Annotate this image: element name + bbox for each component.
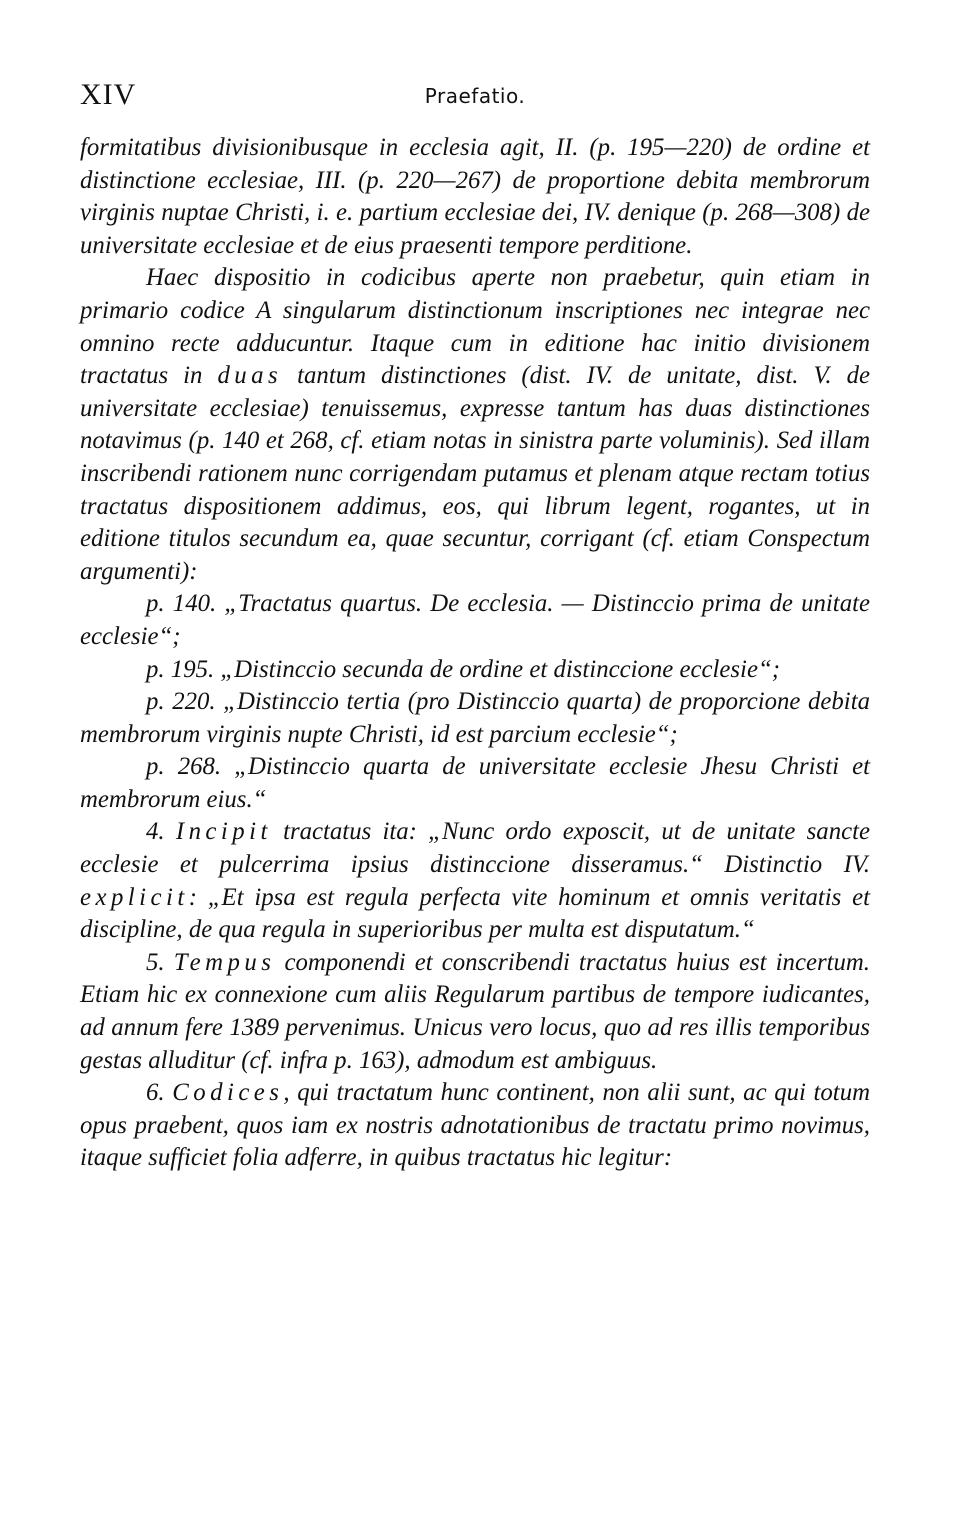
paragraph-dispositio-end: formitatibus divisionibusque in ecclesia agit, II. (p. 195—220) de ordine et distinctione ecclesiae, III. (p. 220—267) de proportione debita membrorum virginis nuptae Christi, i. e. partium ecclesiae dei, IV. denique (p. 268—308) de universitate ecclesiae et de eius praesenti tempore perditione. [80, 134, 870, 259]
running-title: Praefatio. [424, 84, 526, 108]
spaced-emphasis: explicit [80, 883, 189, 911]
running-head [80, 78, 870, 118]
spaced-emphasis: Tempus [173, 948, 276, 976]
spaced-emphasis: Incipit [175, 818, 272, 846]
spaced-emphasis: Codices [172, 1079, 284, 1107]
paragraph-incipit: 4. Incipit tractatus ita: „Nunc ordo exposcit, ut de unitate sancte ecclesie et pulcerrima ipsius distinccione disseramus.“ Distinctio IV. explicit: „Et ipsa est regula perfecta vite hominum et omnis veritatis et discipline, de qua regula in superioribus per multa est disputatum.“ [80, 818, 871, 944]
body-text [80, 132, 870, 1175]
paragraph-tempus: 5. Tempus componendi et conscribendi tractatus huius est incertum. Etiam hic ex connexione cum aliis Regularum partibus de tempore iudicantes, ad annum fere 1389 pervenimus. Unicus vero locus, quo ad res illis temporibus gestas alluditur (cf. infra p. 163), admodum est ambiguus. [80, 948, 871, 1074]
list-item-title-p195: p. 195. „Distinccio secunda de ordine et distinccione ecclesie“; [146, 655, 781, 683]
list-item-title-p268: p. 268. „Distinccio quarta de universitate ecclesie Jhesu Christi et membrorum eius.“ [80, 753, 870, 813]
spaced-emphasis: duas [217, 362, 283, 390]
list-item-title-p140: p. 140. „Tractatus quartus. De ecclesia. — Distinccio prima de unitate ecclesie“; [80, 590, 870, 650]
page-number: XIV [80, 78, 137, 111]
paragraph-dispositio: Haec dispositio in codicibus aperte non praebetur, quin etiam in primario codice A singularum distinctionum inscriptiones nec integrae nec omnino recte adducuntur. Itaque cum in editione hac initio divisionem tractatus in duas tantum distinctiones (dist. IV. de unitate, dist. V. de universitate ecclesiae) tenuissemus, expresse tantum has duas distinctiones notavimus (p. 140 et 268, cf. etiam notas in sinistra parte voluminis). Sed illam inscribendi rationem nunc corrigendam putamus et plenam atque rectam totius tractatus dispositionem addimus, eos, qui librum legent, rogantes, ut in editione titulos secundum ea, quae secuntur, corrigant (cf. etiam Conspectum argumenti): [80, 264, 870, 585]
list-item-title-p220: p. 220. „Distinccio tertia (pro Distinccio quarta) de proporcione debita membrorum virginis nupte Christi, id est parcium ecclesie“; [80, 688, 870, 748]
paragraph-codices: 6. Codices, qui tractatum hunc continent, non alii sunt, ac qui totum opus praebent, quos iam ex nostris adnotationibus de tractatu primo novimus, itaque sufficiet folia adferre, in quibus tractatus hic legitur: [80, 1079, 871, 1172]
